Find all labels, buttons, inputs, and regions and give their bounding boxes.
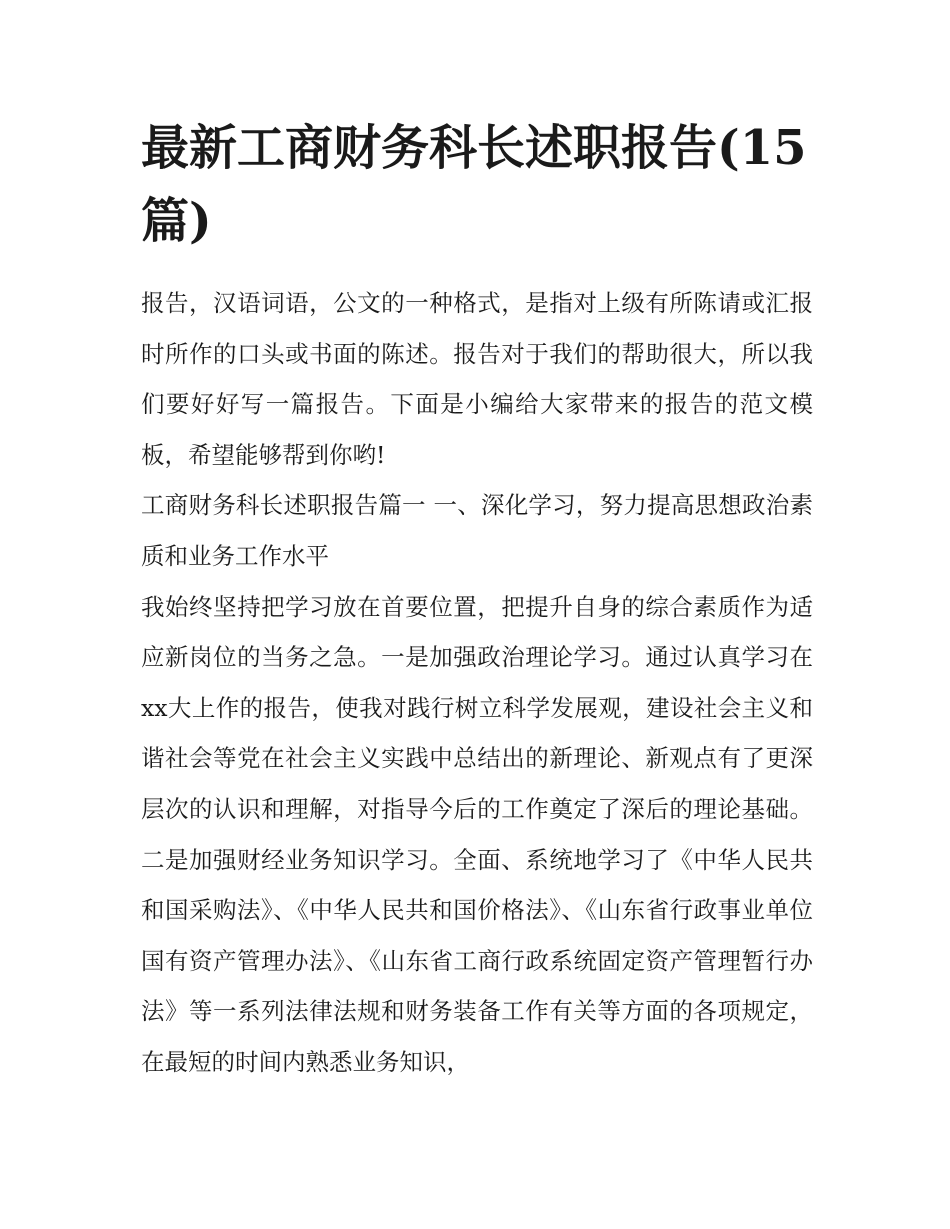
document-page xyxy=(141,112,813,1088)
section-heading-paragraph: 工商财务科长述职报告篇一 一、深化学习，努力提高思想政治素质和业务工作水平 xyxy=(141,491,813,570)
intro-paragraph: 报告，汉语词语，公文的一种格式，是指对上级有所陈请或汇报时所作的口头或书面的陈述。报告对于我们的帮助很大，所以我们要好好写一篇报告。下面是小编给大家带来的报告的范文模板，希望能够帮到你哟! xyxy=(141,289,813,469)
body-paragraph: 我始终坚持把学习放在首要位置，把提升自身的综合素质作为适应新岗位的当务之急。一是加强政治理论学习。通过认真学习在xx大上作的报告，使我对践行树立科学发展观，建设社会主义和谐社会等党在社会主义实践中总结出的新理论、新观点有了更深层次的认识和理解，对指导今后的工作奠定了深后的理论基础。二是加强财经业务知识学习。全面、系统地学习了《中华人民共和国采购法》、《中华人民共和国价格法》、《山东省行政事业单位国有资产管理办法》、《山东省工商行政系统固定资产管理暂行办法》等一系列法律法规和财务装备工作有关等方面的各项规定，在最短的时间内熟悉业务知识， xyxy=(141,592,813,1076)
document-title: 最新工商财务科长述职报告(15篇) xyxy=(141,120,807,249)
